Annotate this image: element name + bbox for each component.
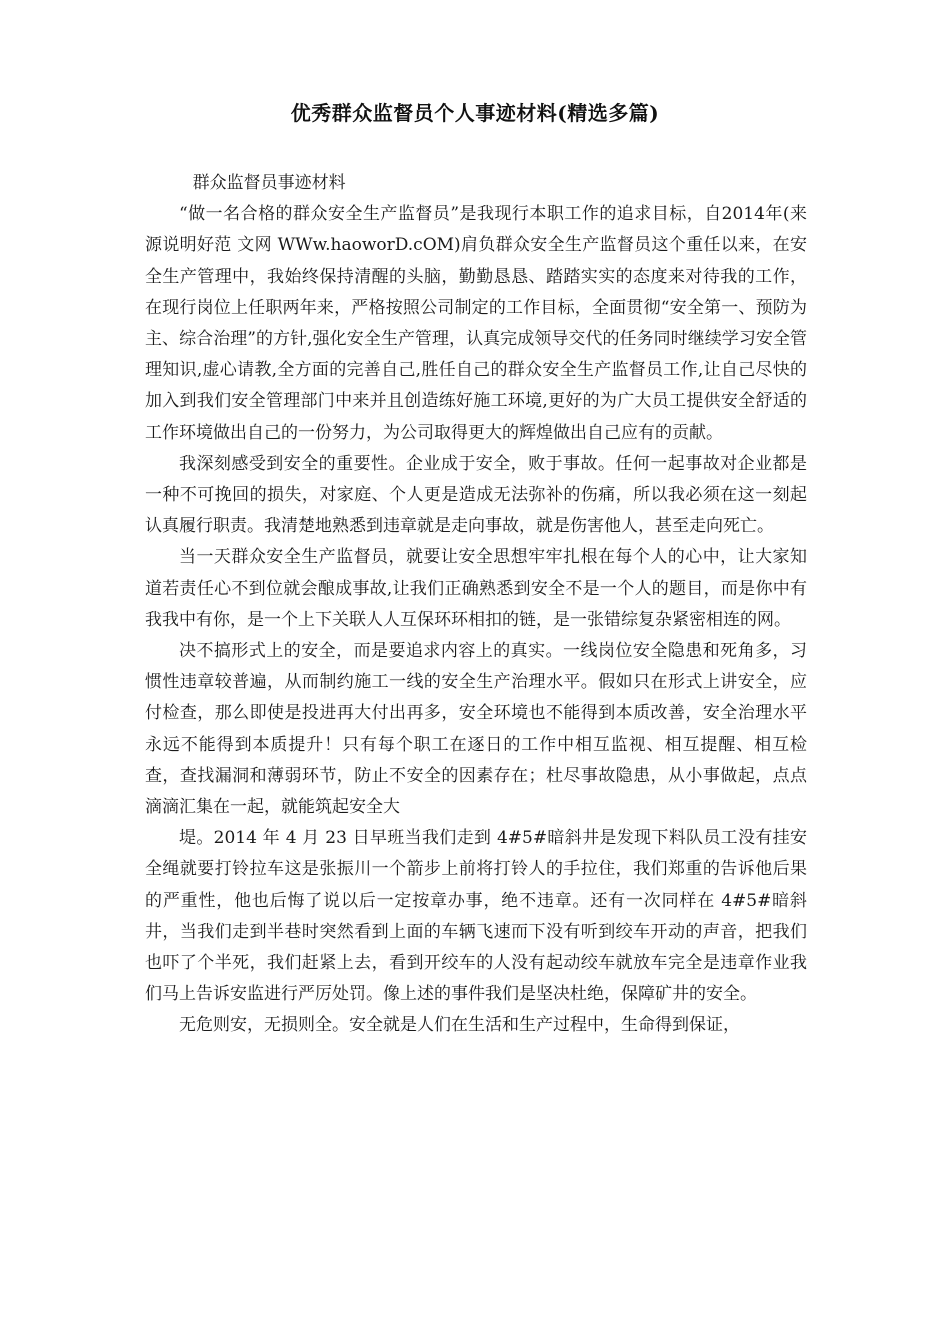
paragraph-6: 无危则安，无损则全。安全就是人们在生活和生产过程中，生命得到保证， xyxy=(179,1015,740,1036)
section-subheading: 群众监督员事迹材料 xyxy=(192,173,346,193)
paragraph-4: 决不搞形式上的安全，而是要追求内容上的真实。一线岗位安全隐患和死角多，习惯性违章较普遍，从而制约施工一线的安全生产治理水平。假如只在形式上讲安全，应付检查，那么即使是投进再大付出再多，安全环境也不能得到本质改善，安全治理水平永远不能得到本质提升！只有每个职工在逐日的工作中相互监视、相互提醒、相互检查，查找漏洞和薄弱环节，防止不安全的因素存在；杜尽事故隐患，从小事做起，点点滴滴汇集在一起，就能筑起安全大 xyxy=(145,641,807,818)
document-title: 优秀群众监督员个人事迹材料(精选多篇) xyxy=(290,101,660,125)
document-body xyxy=(145,168,807,1042)
paragraph-3: 当一天群众安全生产监督员，就要让安全思想牢牢扎根在每个人的心中，让大家知道若责任心不到位就会酿成事故,让我们正确熟悉到安全不是一个人的题目，而是你中有我我中有你，是一个上下关联人人互保环环相扣的链，是一张错综复杂紧密相连的网。 xyxy=(145,547,807,630)
paragraph-5: 堤。2014 年 4 月 23 日早班当我们走到 4#5#暗斜井是发现下料队员工没有挂安全绳就要打铃拉车这是张振川一个箭步上前将打铃人的手拉住，我们郑重的告诉他后果的严重性，他也后悔了说以后一定按章办事，绝不违章。还有一次同样在 4#5#暗斜井，当我们走到半巷时突然看到上面的车辆飞速而下没有听到绞车开动的声音，把我们也吓了个半死，我们赶紧上去，看到开绞车的人没有起动绞车就放车完全是违章作业我们马上告诉安监进行严厉处罚。像上述的事件我们是坚决杜绝，保障矿井的安全。 xyxy=(145,828,807,1005)
paragraph-2: 我深刻感受到安全的重要性。企业成于安全，败于事故。任何一起事故对企业都是一种不可挽回的损失，对家庭、个人更是造成无法弥补的伤痛，所以我必须在这一刻起认真履行职责。我清楚地熟悉到违章就是走向事故，就是伤害他人，甚至走向死亡。 xyxy=(145,453,807,537)
paragraph-1: “做一名合格的群众安全生产监督员”是我现行本职工作的追求目标，自2014年(来源说明好范 文网 WWw.haoworD.cOM)肩负群众安全生产监督员这个重任以来，在安全生产管理中，我始终保持清醒的头脑，勤勤恳恳、踏踏实实的态度来对待我的工作，在现行岗位上任职两年来，严格按照公司制定的工作目标，全面贯彻“安全第一、预防为主、综合治理”的方针,强化安全生产管理，认真完成领导交代的任务同时继续学习安全管理知识,虚心请教,全方面的完善自己,胜任自己的群众安全生产监督员工作,让自己尽快的加入到我们安全管理部门中来并且创造练好施工环境,更好的为广大员工提供安全舒适的工作环境做出自己的一份努力，为公司取得更大的辉煌做出自己应有的贡献。 xyxy=(145,204,807,443)
